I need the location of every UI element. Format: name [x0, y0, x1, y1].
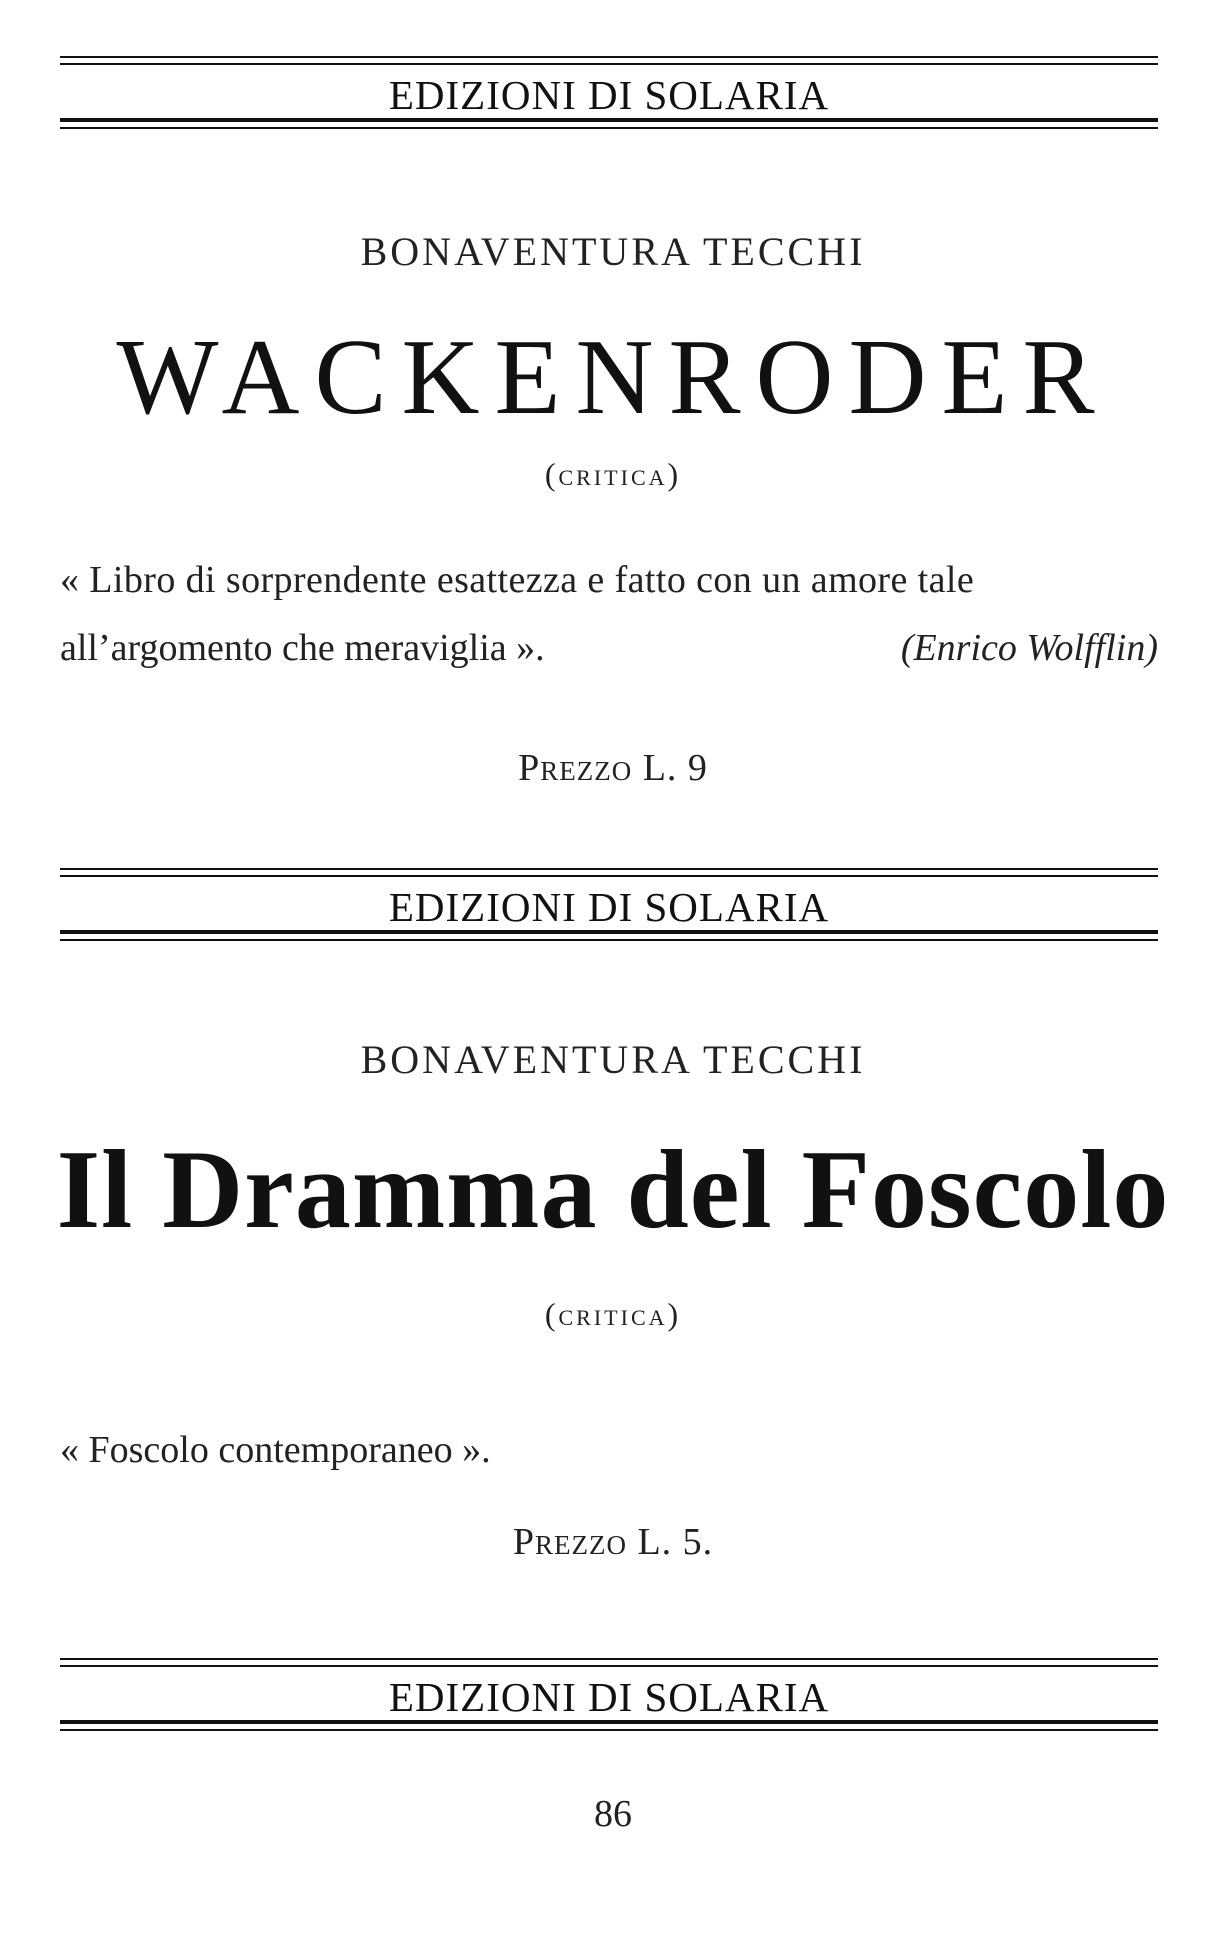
rule	[60, 1658, 1158, 1660]
book2-author: BONAVENTURA TECCHI	[360, 1037, 866, 1082]
rule	[60, 875, 1158, 877]
rule	[60, 1729, 1158, 1731]
book2-title: Il Dramma del Foscolo	[56, 1128, 1170, 1252]
publisher-band-top	[60, 56, 1158, 136]
publisher-band-middle	[60, 868, 1158, 948]
rule	[60, 1665, 1158, 1667]
quote-text-1: « Libro di sorprendente esattezza e fatto con un amore tale	[60, 559, 975, 601]
book1-author: BONAVENTURA TECCHI	[360, 229, 866, 274]
rule	[60, 118, 1158, 122]
quote-line-2	[60, 614, 1158, 682]
publisher-label: EDIZIONI DI SOLARIA	[388, 1674, 830, 1720]
rule	[60, 930, 1158, 934]
rule	[60, 127, 1158, 129]
quote-text-2: all’argomento che meraviglia ».	[60, 627, 545, 669]
rule	[60, 939, 1158, 941]
publisher-label: EDIZIONI DI SOLARIA	[388, 884, 830, 930]
book1-quote	[60, 546, 1158, 682]
page-number: 86	[594, 1793, 632, 1835]
rule	[60, 63, 1158, 65]
publisher-band-bottom	[60, 1658, 1158, 1738]
book1-genre: (critica)	[544, 456, 682, 492]
book1-price: Prezzo L. 9	[518, 747, 708, 789]
rule	[60, 56, 1158, 58]
quote-line-1	[60, 546, 1158, 614]
book2-quote: « Foscolo contemporaneo ».	[60, 1429, 491, 1471]
publisher-label: EDIZIONI DI SOLARIA	[388, 72, 830, 118]
book2-price: Prezzo L. 5.	[512, 1521, 714, 1563]
book1-title: WACKENRODER	[116, 318, 1110, 437]
quote-attribution: (Enrico Wolfflin)	[900, 627, 1158, 669]
rule	[60, 868, 1158, 870]
book2-genre: (critica)	[544, 1296, 682, 1332]
rule	[60, 1720, 1158, 1724]
